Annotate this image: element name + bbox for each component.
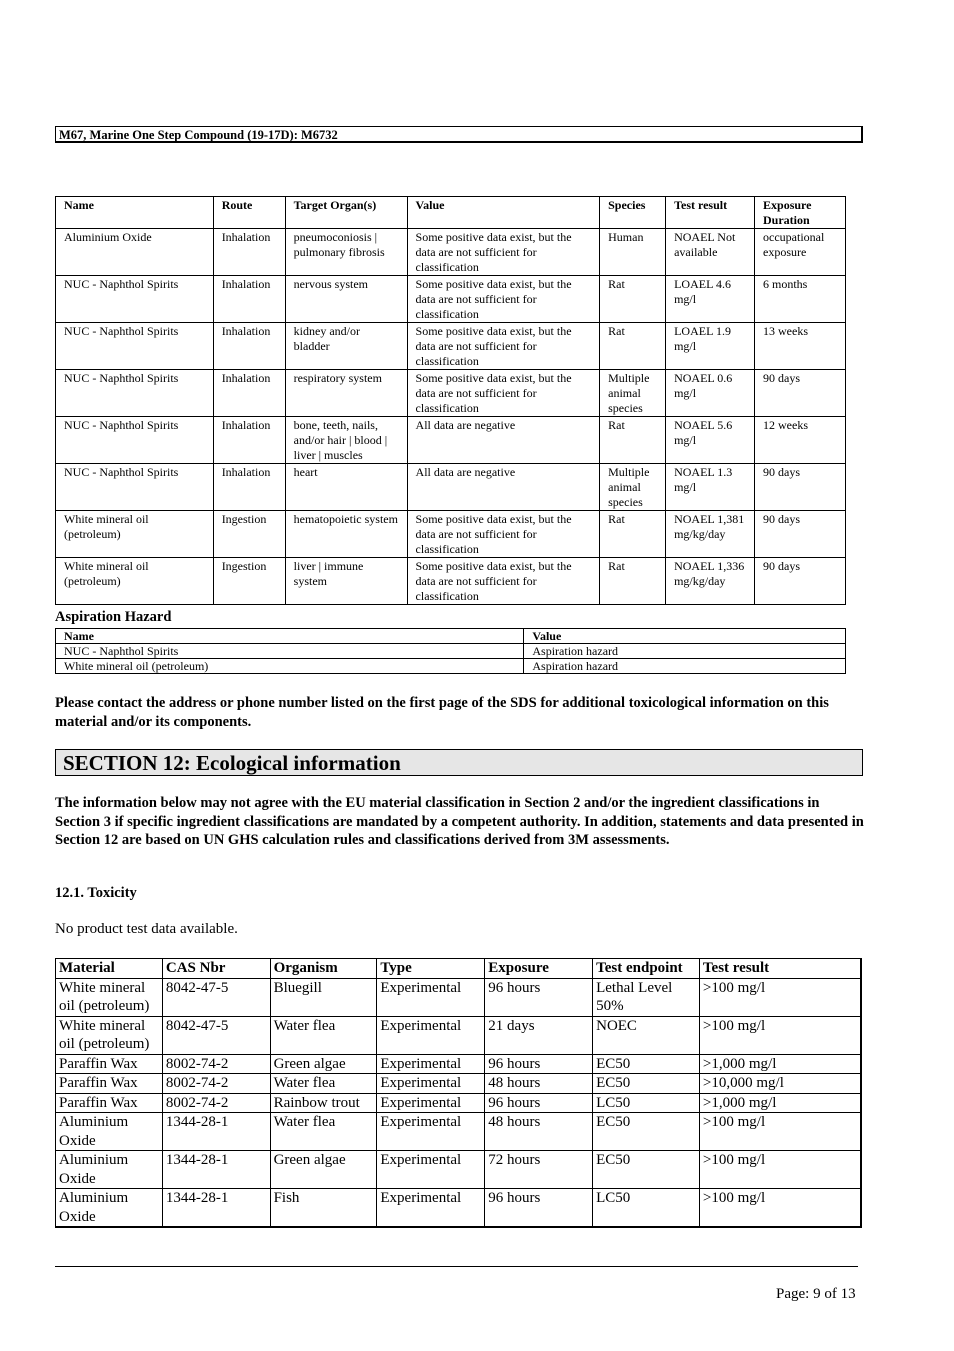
table-cell: Water flea — [270, 1016, 377, 1054]
table-cell: Aluminium Oxide — [56, 1189, 163, 1228]
table-cell: Some positive data exist, but the data are not sufficient for classification — [407, 323, 600, 370]
table-cell: 96 hours — [485, 1054, 593, 1074]
table-cell: NOAEL 5.6 mg/l — [666, 417, 755, 464]
table-cell: White mineral oil (petroleum) — [56, 1016, 163, 1054]
table-row — [56, 1189, 862, 1228]
table-cell: Rat — [600, 417, 666, 464]
table-cell: Some positive data exist, but the data are not sufficient for classification — [407, 370, 600, 417]
table-cell: respiratory system — [285, 370, 407, 417]
table-cell: White mineral oil (petroleum) — [56, 558, 214, 605]
table-cell: NOAEL 1,381 mg/kg/day — [666, 511, 755, 558]
table-cell: >100 mg/l — [699, 978, 861, 1016]
table-row — [56, 323, 846, 370]
table-cell: Fish — [270, 1189, 377, 1228]
table-cell: 8002-74-2 — [162, 1093, 270, 1113]
table-cell: Rat — [600, 276, 666, 323]
table-header-row — [56, 959, 862, 979]
table-cell: Human — [600, 229, 666, 276]
table-cell: NOAEL 1.3 mg/l — [666, 464, 755, 511]
table-cell: Water flea — [270, 1074, 377, 1094]
column-header: Test endpoint — [593, 959, 700, 979]
table-cell: EC50 — [593, 1054, 700, 1074]
table-cell: NUC - Naphthol Spirits — [56, 323, 214, 370]
table-cell: All data are negative — [407, 417, 600, 464]
table-cell: Inhalation — [213, 464, 285, 511]
table-cell: Some positive data exist, but the data are not sufficient for classification — [407, 276, 600, 323]
table-cell: NUC - Naphthol Spirits — [56, 464, 214, 511]
table-cell: LOAEL 4.6 mg/l — [666, 276, 755, 323]
column-header: Test result — [666, 197, 755, 229]
section-12-intro: The information below may not agree with the EU material classification in Section 2 and/or the ingredient classifications in Section 3 if specific ingredient classifications are mandated by a competent authority. In addition, statements and data presented in Section 12 are based on UN GHS calculation rules and classifications derived from 3M assessments. — [55, 795, 864, 848]
table-cell: 6 months — [755, 276, 846, 323]
table-cell: Some positive data exist, but the data are not sufficient for classification — [407, 558, 600, 605]
table-cell: pneumoconiosis | pulmonary fibrosis — [285, 229, 407, 276]
table-cell: 48 hours — [485, 1113, 593, 1151]
table-cell: >100 mg/l — [699, 1151, 861, 1189]
table-row — [56, 1093, 862, 1113]
table-cell: >100 mg/l — [699, 1113, 861, 1151]
table-cell: 12 weeks — [755, 417, 846, 464]
aspiration-hazard-title: Aspiration Hazard — [55, 609, 172, 625]
table-cell: Experimental — [377, 1054, 485, 1074]
column-header: Type — [377, 959, 485, 979]
table-cell: White mineral oil (petroleum) — [56, 978, 163, 1016]
table-cell: Paraffin Wax — [56, 1054, 163, 1074]
column-header: Route — [213, 197, 285, 229]
table-row — [56, 978, 862, 1016]
table-cell: 90 days — [755, 464, 846, 511]
table-row — [56, 1074, 862, 1094]
table-cell: nervous system — [285, 276, 407, 323]
document-header: M67, Marine One Step Compound (19-17D): M6732 — [55, 126, 863, 143]
table-cell: NUC - Naphthol Spirits — [56, 276, 214, 323]
table-cell: Multiple animal species — [600, 464, 666, 511]
table-cell: 8002-74-2 — [162, 1054, 270, 1074]
table-cell: Rat — [600, 558, 666, 605]
table-cell: Inhalation — [213, 370, 285, 417]
table-cell: liver | immune system — [285, 558, 407, 605]
table-row — [56, 1016, 862, 1054]
ecotoxicity-table — [55, 958, 862, 1228]
toxicity-table — [55, 196, 846, 605]
table-cell: 1344-28-1 — [162, 1113, 270, 1151]
table-cell: 72 hours — [485, 1151, 593, 1189]
column-header: Value — [524, 629, 846, 644]
table-cell: >10,000 mg/l — [699, 1074, 861, 1094]
table-cell: 13 weeks — [755, 323, 846, 370]
table-cell: Aluminium Oxide — [56, 1151, 163, 1189]
table-cell: 90 days — [755, 511, 846, 558]
table-cell: Paraffin Wax — [56, 1093, 163, 1113]
table-cell: 96 hours — [485, 1189, 593, 1228]
table-row — [56, 417, 846, 464]
table-header-row — [56, 629, 846, 644]
table-cell: White mineral oil (petroleum) — [56, 659, 524, 674]
table-cell: Aluminium Oxide — [56, 229, 214, 276]
column-header: Species — [600, 197, 666, 229]
table-cell: >1,000 mg/l — [699, 1093, 861, 1113]
table-cell: NUC - Naphthol Spirits — [56, 417, 214, 464]
contact-note: Please contact the address or phone number listed on the first page of the SDS for additional toxicological information on this material and/or its components. — [55, 695, 829, 730]
column-header: Exposure Duration — [755, 197, 846, 229]
section-12-heading: SECTION 12: Ecological information — [55, 749, 863, 776]
table-cell: Green algae — [270, 1151, 377, 1189]
table-row — [56, 276, 846, 323]
subsection-heading: 12.1. Toxicity — [55, 885, 137, 901]
table-cell: Ingestion — [213, 511, 285, 558]
table-row — [56, 464, 846, 511]
table-cell: White mineral oil (petroleum) — [56, 511, 214, 558]
table-row — [56, 229, 846, 276]
table-cell: Rat — [600, 323, 666, 370]
table-cell: Rainbow trout — [270, 1093, 377, 1113]
table-cell: Inhalation — [213, 276, 285, 323]
table-row — [56, 1054, 862, 1074]
table-cell: Inhalation — [213, 417, 285, 464]
table-cell: NUC - Naphthol Spirits — [56, 370, 214, 417]
table-cell: LC50 — [593, 1189, 700, 1228]
table-cell: occupational exposure — [755, 229, 846, 276]
table-row — [56, 511, 846, 558]
table-row — [56, 659, 846, 674]
table-cell: >1,000 mg/l — [699, 1054, 861, 1074]
table-cell: NOAEL Not available — [666, 229, 755, 276]
table-cell: 21 days — [485, 1016, 593, 1054]
table-cell: Lethal Level 50% — [593, 978, 700, 1016]
table-cell: LC50 — [593, 1093, 700, 1113]
table-row — [56, 644, 846, 659]
table-cell: Aspiration hazard — [524, 659, 846, 674]
table-row — [56, 558, 846, 605]
table-cell: EC50 — [593, 1151, 700, 1189]
table-cell: Some positive data exist, but the data are not sufficient for classification — [407, 229, 600, 276]
table-row — [56, 1113, 862, 1151]
table-cell: Experimental — [377, 1016, 485, 1054]
table-cell: Inhalation — [213, 323, 285, 370]
table-cell: Green algae — [270, 1054, 377, 1074]
table-cell: 8042-47-5 — [162, 978, 270, 1016]
column-header: Name — [56, 629, 524, 644]
table-cell: Multiple animal species — [600, 370, 666, 417]
table-cell: Inhalation — [213, 229, 285, 276]
column-header: Material — [56, 959, 163, 979]
table-cell: Paraffin Wax — [56, 1074, 163, 1094]
table-cell: Bluegill — [270, 978, 377, 1016]
table-cell: kidney and/or bladder — [285, 323, 407, 370]
no-data-text: No product test data available. — [55, 921, 238, 937]
table-cell: Rat — [600, 511, 666, 558]
table-cell: Aluminium Oxide — [56, 1113, 163, 1151]
table-cell: NOAEL 1,336 mg/kg/day — [666, 558, 755, 605]
column-header: Name — [56, 197, 214, 229]
table-cell: 1344-28-1 — [162, 1151, 270, 1189]
column-header: Organism — [270, 959, 377, 979]
table-cell: Aspiration hazard — [524, 644, 846, 659]
table-cell: Some positive data exist, but the data are not sufficient for classification — [407, 511, 600, 558]
table-cell: 96 hours — [485, 1093, 593, 1113]
aspiration-hazard-table — [55, 628, 846, 674]
table-cell: EC50 — [593, 1113, 700, 1151]
table-cell: Experimental — [377, 978, 485, 1016]
table-cell: All data are negative — [407, 464, 600, 511]
table-row — [56, 1151, 862, 1189]
table-cell: Experimental — [377, 1189, 485, 1228]
table-row — [56, 370, 846, 417]
table-cell: 8042-47-5 — [162, 1016, 270, 1054]
table-header-row — [56, 197, 846, 229]
table-cell: Experimental — [377, 1113, 485, 1151]
table-cell: EC50 — [593, 1074, 700, 1094]
table-cell: >100 mg/l — [699, 1189, 861, 1228]
table-cell: 1344-28-1 — [162, 1189, 270, 1228]
table-cell: heart — [285, 464, 407, 511]
table-cell: 90 days — [755, 370, 846, 417]
table-cell: hematopoietic system — [285, 511, 407, 558]
table-cell: NOAEL 0.6 mg/l — [666, 370, 755, 417]
table-cell: Ingestion — [213, 558, 285, 605]
table-cell: Experimental — [377, 1151, 485, 1189]
table-cell: NUC - Naphthol Spirits — [56, 644, 524, 659]
table-cell: 48 hours — [485, 1074, 593, 1094]
table-cell: LOAEL 1.9 mg/l — [666, 323, 755, 370]
table-cell: Experimental — [377, 1093, 485, 1113]
column-header: Target Organ(s) — [285, 197, 407, 229]
column-header: Test result — [699, 959, 861, 979]
table-cell: bone, teeth, nails, and/or hair | blood | liver | muscles — [285, 417, 407, 464]
table-cell: Experimental — [377, 1074, 485, 1094]
column-header: Exposure — [485, 959, 593, 979]
table-cell: >100 mg/l — [699, 1016, 861, 1054]
table-cell: NOEC — [593, 1016, 700, 1054]
table-cell: 96 hours — [485, 978, 593, 1016]
column-header: Value — [407, 197, 600, 229]
table-cell: 8002-74-2 — [162, 1074, 270, 1094]
column-header: CAS Nbr — [162, 959, 270, 979]
table-cell: 90 days — [755, 558, 846, 605]
footer-divider — [55, 1266, 858, 1267]
page-number: Page: 9 of 13 — [776, 1286, 856, 1302]
table-cell: Water flea — [270, 1113, 377, 1151]
